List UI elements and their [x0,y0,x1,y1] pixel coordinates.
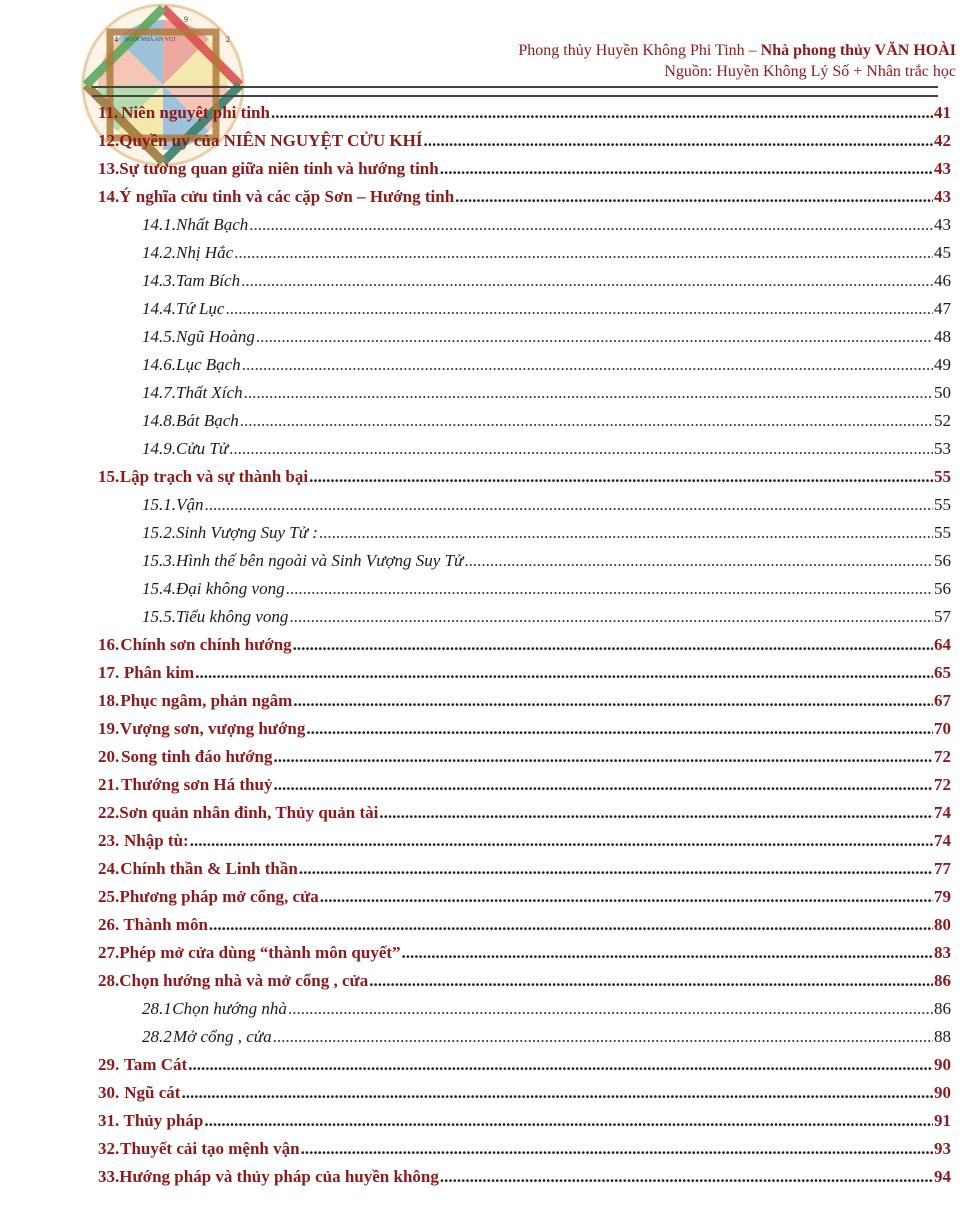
toc-number: 15.2. [142,523,176,542]
toc-title: Phép mở cửa dùng “thành môn quyết” [119,943,401,962]
toc-entry[interactable] [98,1139,951,1167]
toc-subentry[interactable] [98,607,951,635]
toc-leader-dots [249,215,933,235]
toc-title: Niên nguyệt phi tinh [121,103,270,122]
toc-number: 29. [98,1055,120,1074]
toc-number: 31. [98,1111,120,1130]
toc-subentry[interactable] [98,215,951,243]
toc-number: 28.2 [142,1027,172,1046]
toc-number: 16. [98,635,120,654]
toc-page-number: 52 [934,411,951,430]
toc-page-number: 48 [934,327,951,346]
toc-number: 11. [98,103,119,122]
toc-page-number: 45 [934,243,951,262]
table-of-contents [98,103,951,1195]
toc-leader-dots [455,187,933,207]
toc-number: 27. [98,943,120,962]
toc-leader-dots [319,523,933,543]
toc-leader-dots [181,1083,933,1103]
toc-number: 13. [98,159,120,178]
toc-number: 22. [98,803,120,822]
toc-page-number: 56 [934,551,951,570]
toc-leader-dots [309,467,933,487]
toc-entry[interactable] [98,971,951,999]
toc-leader-dots [369,971,933,991]
toc-title: Thành môn [123,915,208,934]
toc-number: 12. [98,131,120,150]
logo-number-9: 9 [184,15,188,24]
toc-entry[interactable] [98,663,951,691]
toc-number: 25. [98,887,120,906]
toc-title: Song tinh đáo hướng [121,747,273,766]
toc-page-number: 43 [934,215,951,234]
toc-leader-dots [229,439,933,459]
toc-number: 33. [98,1167,120,1186]
toc-page-number: 72 [934,775,951,794]
logo-text: NGÔI NHÀ AN VUI [124,37,176,43]
toc-title: Quyền uy của NIÊN NGUYỆT CỬU KHÍ [119,131,423,150]
toc-number: 28.1 [142,999,172,1018]
toc-title: Thuyết cải tạo mệnh vận [120,1139,300,1158]
toc-title: Thướng sơn Há thuỷ [121,775,273,794]
toc-page-number: 77 [934,859,951,878]
toc-number: 14.3. [142,271,176,290]
toc-title: Phục ngâm, phản ngâm [120,691,293,710]
toc-number: 15. [98,467,120,486]
toc-leader-dots [289,607,933,627]
toc-leader-dots [273,1027,933,1047]
toc-subentry[interactable] [98,551,951,579]
toc-entry[interactable] [98,103,951,131]
toc-number: 21. [98,775,120,794]
toc-title: Bát Bạch [176,411,239,430]
toc-entry[interactable] [98,1055,951,1083]
toc-page-number: 47 [934,299,951,318]
toc-number: 14.9. [142,439,176,458]
toc-subentry[interactable] [98,495,951,523]
toc-leader-dots [440,159,933,179]
toc-title: Đại không vong [176,579,285,598]
toc-page-number: 90 [934,1055,951,1074]
toc-leader-dots [271,103,933,123]
logo-number-4: 4 [114,35,118,44]
toc-number: 26. [98,915,120,934]
toc-leader-dots [301,1139,933,1159]
toc-title: Hình thế bên ngoài và Sinh Vượng Suy Tử [176,551,464,570]
toc-subentry[interactable] [98,579,951,607]
header-title-prefix: Phong thủy Huyền Không Phi Tinh – [518,42,761,59]
toc-number: 24. [98,859,120,878]
toc-page-number: 83 [934,943,951,962]
toc-entry[interactable] [98,859,951,887]
toc-page-number: 93 [934,1139,951,1158]
toc-leader-dots [320,887,933,907]
toc-leader-dots [423,131,933,151]
toc-leader-dots [190,831,933,851]
toc-subentry[interactable] [98,299,951,327]
toc-page-number: 55 [934,523,951,542]
toc-leader-dots [195,663,933,683]
toc-page-number: 65 [934,663,951,682]
toc-page-number: 57 [934,607,951,626]
toc-entry[interactable] [98,1111,951,1139]
toc-title: Tứ Lục [176,299,225,318]
toc-page-number: 91 [934,1111,951,1130]
page-header [518,40,956,82]
toc-title: Chính sơn chính hướng [120,635,292,654]
toc-title: Tiểu không vong [176,607,289,626]
toc-title: Tam Bích [176,271,241,290]
toc-leader-dots [205,495,933,515]
toc-title: Ngũ cát [124,1083,181,1102]
toc-number: 14.5. [142,327,176,346]
toc-leader-dots [299,859,933,879]
toc-page-number: 43 [934,159,951,178]
toc-page-number: 49 [934,355,951,374]
toc-subentry[interactable] [98,271,951,299]
toc-leader-dots [225,299,933,319]
toc-title: Nhị Hắc [176,243,234,262]
toc-entry[interactable] [98,1083,951,1111]
toc-leader-dots [288,999,933,1019]
toc-title: Lập trạch và sự thành bại [119,467,309,486]
toc-title: Mở cổng , cửa [172,1027,272,1046]
toc-entry[interactable] [98,943,951,971]
toc-subentry[interactable] [98,355,951,383]
toc-leader-dots [286,579,933,599]
toc-title: Chọn hướng nhà và mở cổng , cửa [119,971,369,990]
toc-page-number: 43 [934,187,951,206]
toc-entry[interactable] [98,691,951,719]
toc-title: Vượng sơn, vượng hướng [119,719,306,738]
toc-page-number: 46 [934,271,951,290]
toc-subentry[interactable] [98,411,951,439]
toc-title: Vận [176,495,204,514]
toc-page-number: 55 [934,495,951,514]
toc-title: Sinh Vượng Suy Tử : [176,523,318,542]
toc-title: Thất Xích [176,383,243,402]
toc-number: 14.6. [142,355,176,374]
toc-entry[interactable] [98,775,951,803]
toc-subentry[interactable] [98,383,951,411]
toc-entry[interactable] [98,887,951,915]
toc-leader-dots [244,383,933,403]
toc-title: Hướng pháp và thủy pháp của huyền không [119,1167,439,1186]
toc-page-number: 70 [934,719,951,738]
toc-page-number: 53 [934,439,951,458]
logo-number-2: 2 [226,35,230,44]
toc-title: Cửu Tử [176,439,229,458]
toc-leader-dots [256,327,933,347]
toc-page-number: 72 [934,747,951,766]
toc-number: 15.3. [142,551,176,570]
toc-page-number: 55 [934,467,951,486]
toc-title: Ý nghĩa cửu tinh và các cặp Sơn – Hướng tinh [119,187,455,206]
toc-leader-dots [234,243,933,263]
toc-page-number: 88 [934,1027,951,1046]
toc-number: 32. [98,1139,120,1158]
toc-leader-dots [242,355,933,375]
toc-number: 19. [98,719,120,738]
header-line-2: Nguồn: Huyền Không Lý Số + Nhân trắc học [664,63,956,80]
toc-number: 14.8. [142,411,176,430]
toc-page-number: 74 [934,803,951,822]
toc-page-number: 74 [934,831,951,850]
toc-number: 14.2. [142,243,176,262]
toc-leader-dots [464,551,933,571]
toc-number: 14. [98,187,120,206]
toc-entry[interactable] [98,831,951,859]
toc-leader-dots [293,635,933,655]
toc-entry[interactable] [98,803,951,831]
toc-title: Phân kim [123,663,195,682]
toc-number: 18. [98,691,120,710]
toc-title: Sự tương quan giữa niên tinh và hướng tinh [119,159,439,178]
toc-page-number: 56 [934,579,951,598]
toc-leader-dots [402,943,933,963]
toc-subentry[interactable] [98,1027,951,1055]
toc-title: Sơn quản nhân đinh, Thủy quản tài [119,803,379,822]
toc-entry[interactable] [98,635,951,663]
header-author: Nhà phong thủy VĂN HOÀI [760,42,956,59]
toc-title: Ngũ Hoàng [176,327,255,346]
toc-leader-dots [293,691,933,711]
toc-subentry[interactable] [98,327,951,355]
toc-page-number: 79 [934,887,951,906]
toc-number: 15.5. [142,607,176,626]
toc-title: Lục Bạch [176,355,241,374]
toc-leader-dots [204,1111,933,1131]
toc-leader-dots [440,1167,933,1187]
toc-title: Chính thần & Linh thần [120,859,298,878]
toc-title: Chọn hướng nhà [172,999,287,1018]
toc-title: Phương pháp mở cổng, cửa [119,887,319,906]
toc-number: 15.1. [142,495,176,514]
toc-leader-dots [306,719,933,739]
toc-subentry[interactable] [98,243,951,271]
toc-number: 14.4. [142,299,176,318]
toc-leader-dots [209,915,933,935]
header-divider [92,86,938,97]
toc-number: 14.7. [142,383,176,402]
toc-entry[interactable] [98,915,951,943]
header-line-1 [518,40,956,61]
toc-page-number: 94 [934,1167,951,1186]
toc-page-number: 41 [934,103,951,122]
toc-entry[interactable] [98,747,951,775]
toc-leader-dots [379,803,933,823]
toc-entry[interactable] [98,1167,951,1195]
toc-page-number: 64 [934,635,951,654]
toc-entry[interactable] [98,159,951,187]
toc-page-number: 86 [934,999,951,1018]
toc-page-number: 42 [934,131,951,150]
toc-subentry[interactable] [98,523,951,551]
toc-leader-dots [188,1055,933,1075]
toc-leader-dots [274,747,934,767]
toc-number: 14.1. [142,215,176,234]
toc-subentry[interactable] [98,439,951,467]
toc-entry[interactable] [98,131,951,159]
toc-title: Tam Cát [124,1055,188,1074]
toc-entry[interactable] [98,719,951,747]
toc-page-number: 90 [934,1083,951,1102]
toc-leader-dots [240,411,933,431]
toc-number: 28. [98,971,120,990]
toc-number: 23. [98,831,120,850]
toc-title: Nhập tù: [124,831,189,850]
toc-leader-dots [241,271,933,291]
toc-leader-dots [273,775,933,795]
toc-number: 30. [98,1083,120,1102]
toc-page-number: 80 [934,915,951,934]
toc-title: Nhất Bạch [176,215,249,234]
toc-subentry[interactable] [98,999,951,1027]
toc-page-number: 86 [934,971,951,990]
toc-title: Thủy pháp [123,1111,204,1130]
toc-number: 15.4. [142,579,176,598]
toc-page-number: 67 [934,691,951,710]
toc-page-number: 50 [934,383,951,402]
toc-entry[interactable] [98,467,951,495]
toc-number: 20. [98,747,120,766]
toc-number: 17. [98,663,120,682]
toc-entry[interactable] [98,187,951,215]
